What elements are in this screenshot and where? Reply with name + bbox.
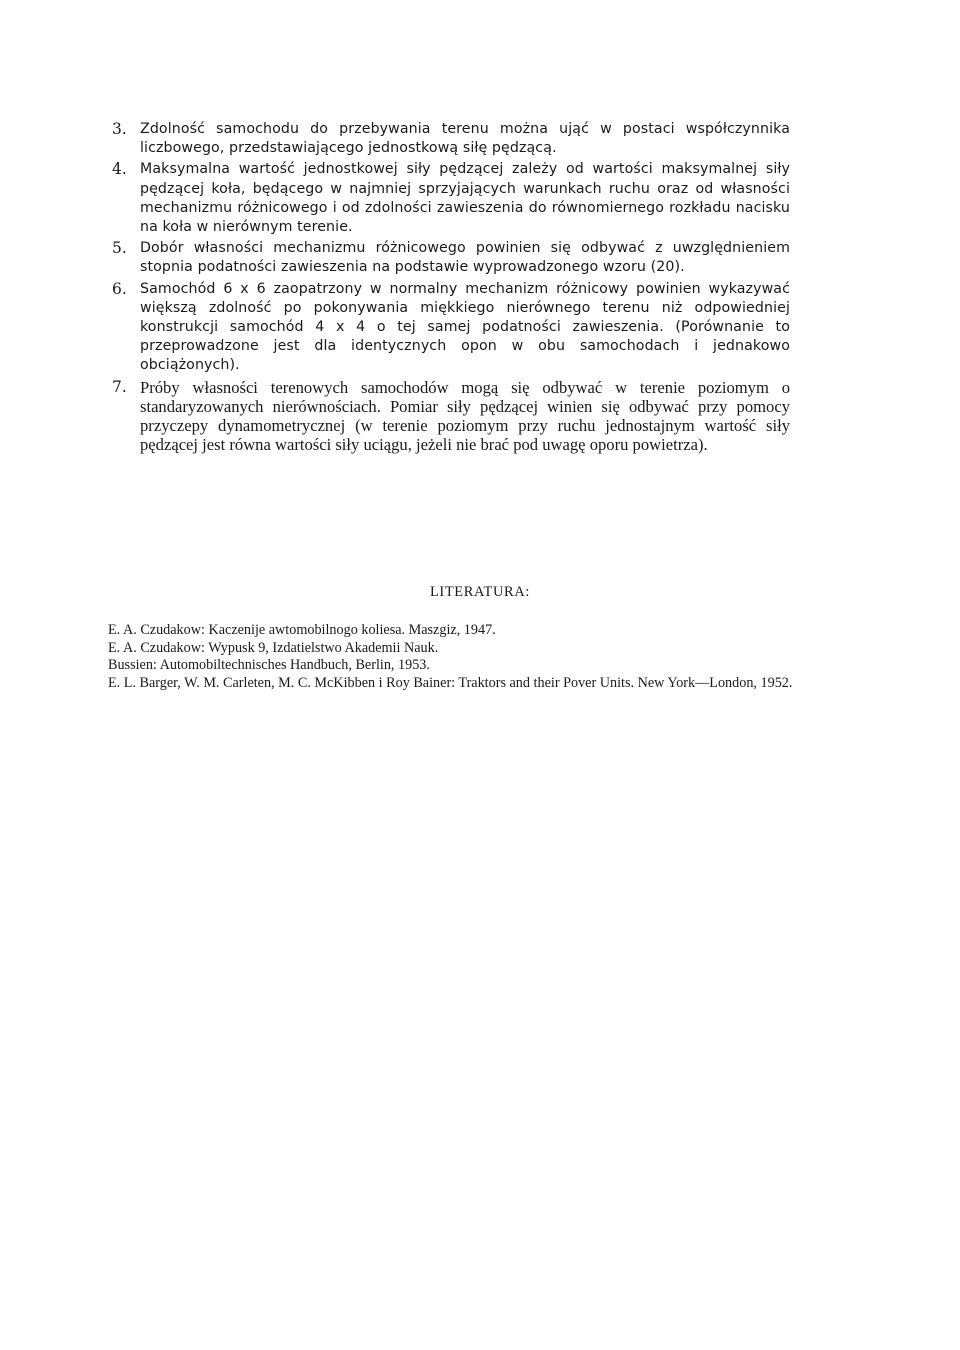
references-list bbox=[108, 622, 798, 692]
reference-item: E. A. Czudakow: Wypusk 9, Izdatielstwo Akademii Nauk. bbox=[108, 639, 439, 656]
reference-item: E. A. Czudakow: Kaczenije awtomobilnogo koliesa. Maszgiz, 1947. bbox=[108, 622, 496, 638]
item-number: 4. bbox=[112, 160, 127, 179]
item-number: 3. bbox=[112, 120, 127, 138]
item-text: Samochód 6 x 6 zaopatrzony w normalny mechanizm różnicowy powinien wykazywać większą zdolność po pokonywania miękkiego nierównego terenu niż odpowiedniej konstrukcji samochód 4 x 4 o tej samej podatności zawieszenia. (Porównanie to przeprowadzone jest dla identycznych opon w obu samochodach i jednakowo obciążonych). bbox=[140, 280, 790, 374]
list-item bbox=[112, 239, 790, 277]
literature-heading: LITERATURA: bbox=[429, 584, 531, 600]
reference-item: Bussien: Automobiltechnisches Handbuch, Berlin, 1953. bbox=[108, 657, 430, 673]
list-item bbox=[112, 378, 790, 455]
reference-item: E. L. Barger, W. M. Carleten, M. C. McKibben i Roy Bainer: Traktors and their Pover Units. New York—London, 1952. bbox=[108, 674, 793, 691]
list-item bbox=[112, 280, 790, 376]
item-number: 7. bbox=[112, 377, 127, 396]
item-text: Próby własności terenowych samochodów mogą się odbywać w terenie poziomym o standaryzowanych nierównościach. Pomiar siły pędzącej winien się odbywać przy pomocy przyczepy dynamometrycznej (w terenie poziomym przy ruchu jednostajnym wartość siły pędzącej jest równa wartości siły uciągu, jeżeli nie brać pod uwagę oporu powietrza). bbox=[140, 377, 790, 455]
list-item bbox=[112, 120, 790, 158]
item-number: 5. bbox=[112, 239, 127, 258]
item-text: Dobór własności mechanizmu różnicowego powinien się odbywać z uwzględnieniem stopnia podatności zawieszenia na podstawie wyprowadzonego wzoru (20). bbox=[140, 240, 790, 276]
item-number: 6. bbox=[112, 279, 127, 298]
conclusions-list bbox=[112, 120, 790, 454]
item-text: Zdolność samochodu do przebywania terenu można ująć w postaci współczynnika liczbowego, przedstawiającego jednostkową siłę pędzącą. bbox=[140, 121, 790, 157]
list-item bbox=[112, 160, 790, 237]
item-text: Maksymalna wartość jednostkowej siły pędzącej zależy od wartości maksymalnej siły pędzącej koła, będącego w najmniej sprzyjających warunkach ruchu oraz od własności mechanizmu różnicowego i od zdolności zawieszenia do równomiernego rozkładu nacisku na koła w nierównym terenie. bbox=[140, 161, 790, 236]
